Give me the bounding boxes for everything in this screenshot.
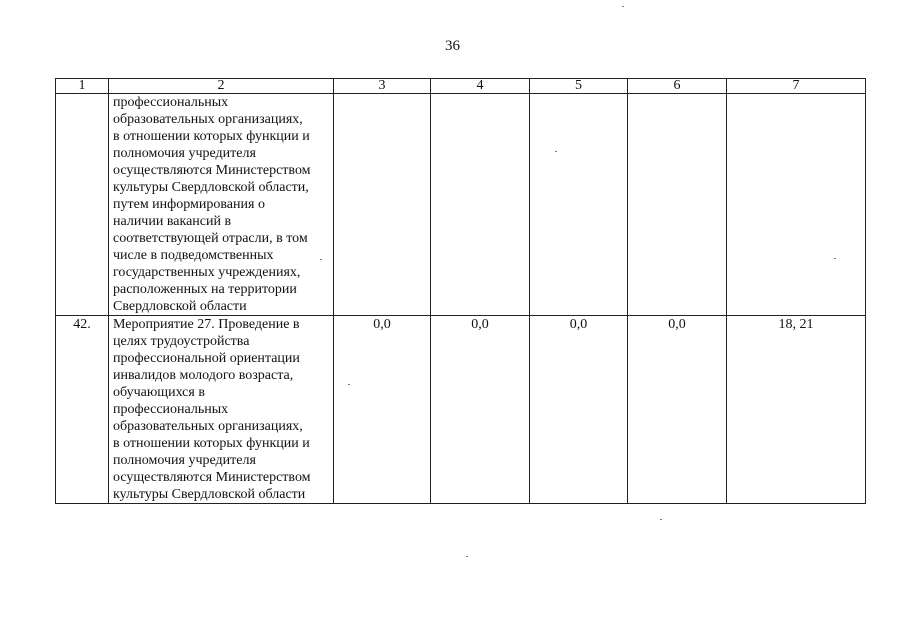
value-cell-col7: [727, 94, 866, 316]
description-line: соответствующей отрасли, в том: [113, 231, 308, 246]
value-cell-col7: 18, 21: [727, 316, 866, 504]
scan-speck: [555, 151, 557, 152]
description-line: полномочия учредителя: [113, 146, 256, 161]
header-cell-2: 2: [109, 79, 334, 94]
value-cell-col6: [628, 94, 727, 316]
description-line: государственных учреждениях,: [113, 265, 301, 280]
description-line: образовательных организациях,: [113, 419, 303, 434]
table-row: [56, 94, 866, 316]
value-cell-col3: [334, 94, 431, 316]
program-table: [55, 78, 866, 504]
value-cell-col4: 0,0: [431, 316, 530, 504]
page-number: 36: [445, 38, 460, 54]
description-line: культуры Свердловской области,: [113, 180, 309, 195]
row-number-cell: [56, 94, 109, 316]
description-line: целях трудоустройства: [113, 334, 250, 349]
header-cell-1: 1: [56, 79, 109, 94]
description-line: профессиональной ориентации: [113, 351, 300, 366]
description-line: осуществляются Министерством: [113, 163, 311, 178]
value-cell-col5: [530, 94, 628, 316]
header-cell-3: 3: [334, 79, 431, 94]
description-line: осуществляются Министерством: [113, 470, 311, 485]
description-line: числе в подведомственных: [113, 248, 274, 263]
scan-speck: [834, 258, 836, 259]
description-line: в отношении которых функции и: [113, 129, 310, 144]
scan-speck: [466, 556, 468, 557]
description-line: культуры Свердловской области: [113, 487, 306, 502]
header-cell-5: 5: [530, 79, 628, 94]
scan-speck: [348, 384, 350, 385]
description-line: обучающихся в: [113, 385, 205, 400]
description-cell: [109, 94, 334, 316]
header-cell-6: 6: [628, 79, 727, 94]
description-cell: [109, 316, 334, 504]
description-line: расположенных на территории: [113, 282, 297, 297]
description-line: в отношении которых функции и: [113, 436, 310, 451]
description-line: Мероприятие 27. Проведение в: [113, 317, 300, 332]
description-line: путем информирования о: [113, 197, 265, 212]
table-row: [56, 316, 866, 504]
header-row: [56, 79, 866, 94]
description-line: образовательных организациях,: [113, 112, 303, 127]
value-cell-col4: [431, 94, 530, 316]
scan-speck: [622, 6, 624, 7]
scan-speck: [660, 519, 662, 520]
description-line: Свердловской области: [113, 299, 247, 314]
description-line: профессиональных: [113, 95, 229, 110]
value-cell-col6: 0,0: [628, 316, 727, 504]
description-line: наличии вакансий в: [113, 214, 232, 229]
scan-speck: [320, 259, 322, 260]
description-line: профессиональных: [113, 402, 229, 417]
description-line: полномочия учредителя: [113, 453, 256, 468]
description-line: инвалидов молодого возраста,: [113, 368, 294, 383]
value-cell-col3: 0,0: [334, 316, 431, 504]
value-cell-col5: 0,0: [530, 316, 628, 504]
header-cell-7: 7: [727, 79, 866, 94]
row-number-cell: 42.: [56, 316, 109, 504]
header-cell-4: 4: [431, 79, 530, 94]
